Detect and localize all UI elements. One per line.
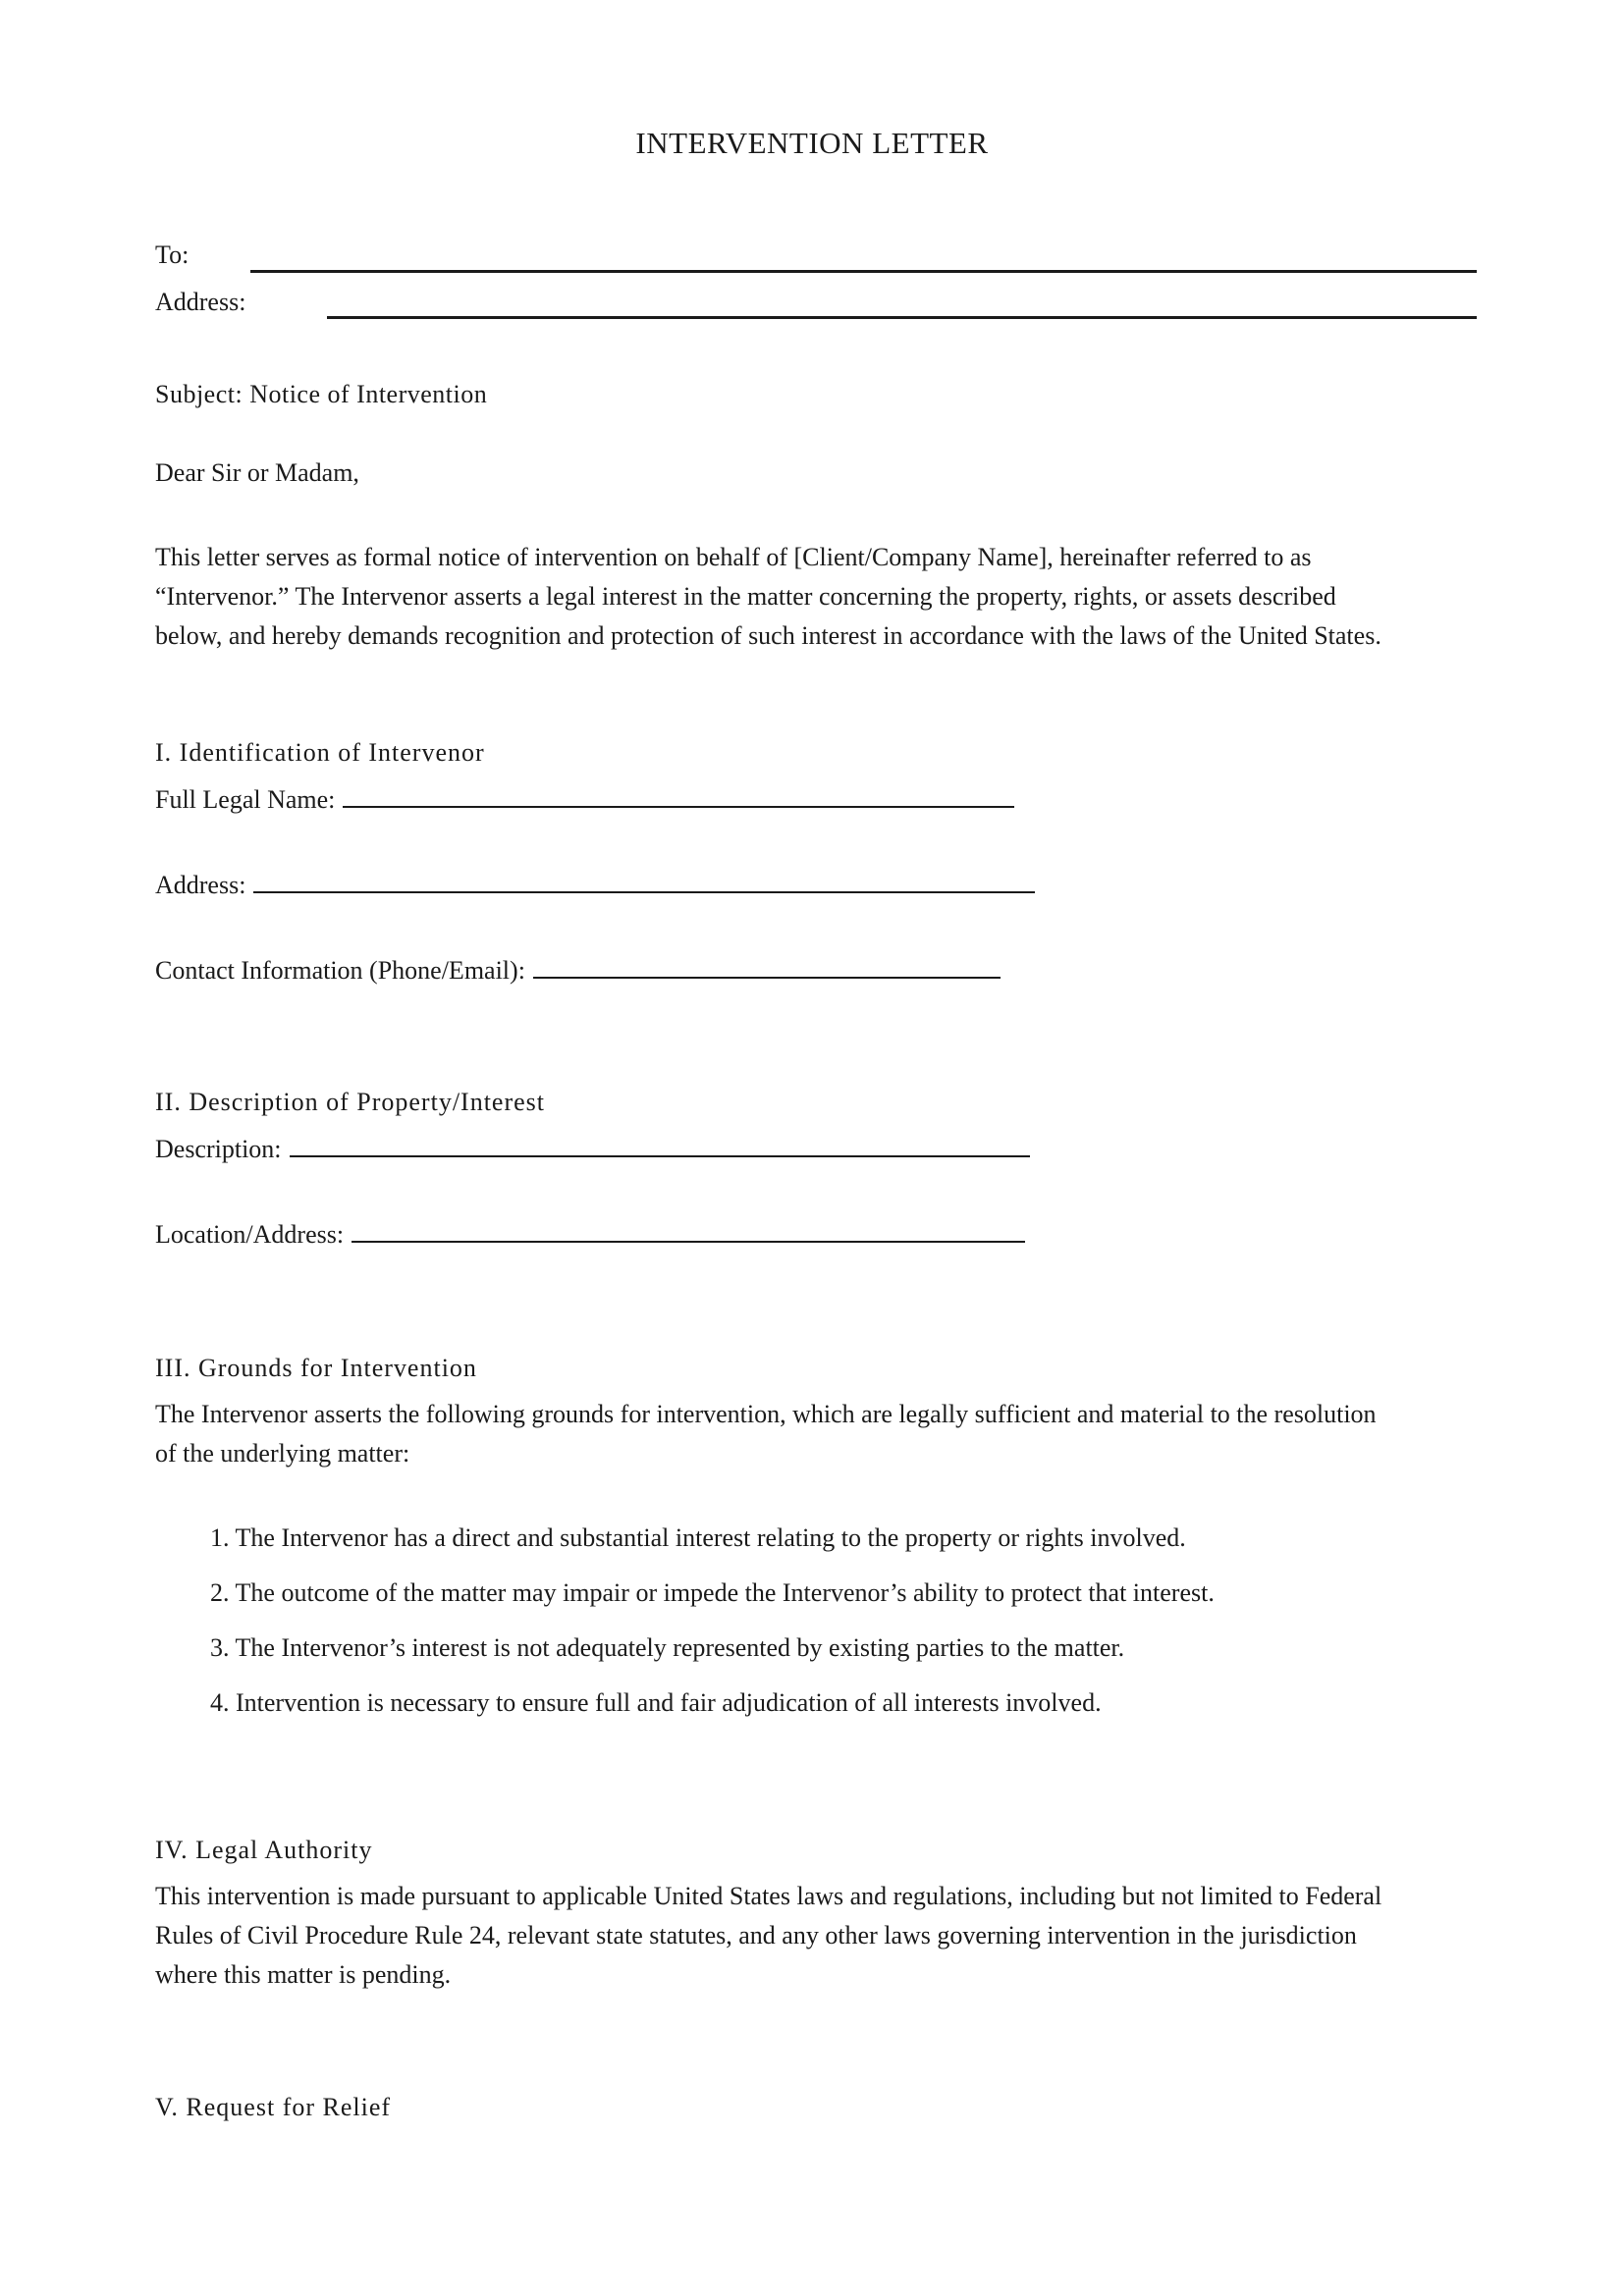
section-4-heading: IV. Legal Authority <box>155 1836 373 1864</box>
intervenor-address-label: Address: <box>155 871 246 899</box>
description-field[interactable] <box>290 1130 1030 1157</box>
grounds-list-item: 4. Intervention is necessary to ensure full and fair adjudication of all interests involved. <box>210 1688 1102 1717</box>
grounds-intro-line: The Intervenor asserts the following grounds for intervention, which are legally sufficient and material to the resolution <box>155 1400 1377 1428</box>
location-label: Location/Address: <box>155 1220 345 1249</box>
legal-authority-paragraph <box>155 1877 1476 1995</box>
section-3-heading: III. Grounds for Intervention <box>155 1354 477 1382</box>
description-row <box>155 1130 1030 1169</box>
section-1-heading: I. Identification of Intervenor <box>155 738 485 767</box>
full-legal-name-field[interactable] <box>343 780 1014 808</box>
contact-info-label: Contact Information (Phone/Email): <box>155 956 525 985</box>
contact-info-field[interactable] <box>533 951 1001 979</box>
grounds-intro-paragraph <box>155 1395 1476 1473</box>
intro-line: “Intervenor.” The Intervenor asserts a legal interest in the matter concerning the property, rights, or assets described <box>155 582 1336 611</box>
to-field-line[interactable] <box>250 270 1477 273</box>
to-label: To: <box>155 240 189 269</box>
grounds-list-item: 3. The Intervenor’s interest is not adequately represented by existing parties to the matter. <box>210 1633 1125 1662</box>
location-field[interactable] <box>352 1215 1025 1243</box>
legal-authority-line: where this matter is pending. <box>155 1960 452 1989</box>
intro-line: below, and hereby demands recognition and protection of such interest in accordance with the laws of the United States. <box>155 621 1381 650</box>
contact-info-row <box>155 951 1001 990</box>
grounds-list-item: 2. The outcome of the matter may impair or impede the Intervenor’s ability to protect that interest. <box>210 1578 1215 1607</box>
intervenor-address-row <box>155 866 1035 905</box>
legal-authority-line: This intervention is made pursuant to applicable United States laws and regulations, including but not limited to Federal <box>155 1882 1382 1910</box>
full-legal-name-row <box>155 780 1014 820</box>
subject-line: Subject: Notice of Intervention <box>155 380 488 408</box>
address-label: Address: <box>155 288 246 316</box>
grounds-list-item: 1. The Intervenor has a direct and substantial interest relating to the property or rights involved. <box>210 1523 1186 1552</box>
intervenor-address-field[interactable] <box>253 866 1035 893</box>
intro-line: This letter serves as formal notice of intervention on behalf of [Client/Company Name], hereinafter referred to as <box>155 543 1312 571</box>
intro-paragraph <box>155 538 1476 656</box>
legal-authority-line: Rules of Civil Procedure Rule 24, relevant state statutes, and any other laws governing intervention in the jurisdiction <box>155 1921 1357 1949</box>
section-5-heading: V. Request for Relief <box>155 2093 392 2121</box>
full-legal-name-label: Full Legal Name: <box>155 785 336 814</box>
grounds-intro-line: of the underlying matter: <box>155 1439 410 1468</box>
section-2-heading: II. Description of Property/Interest <box>155 1088 546 1116</box>
description-label: Description: <box>155 1135 282 1163</box>
location-row <box>155 1215 1025 1255</box>
address-field-line[interactable] <box>327 316 1477 319</box>
document-title: INTERVENTION LETTER <box>635 126 989 160</box>
salutation: Dear Sir or Madam, <box>155 458 359 487</box>
